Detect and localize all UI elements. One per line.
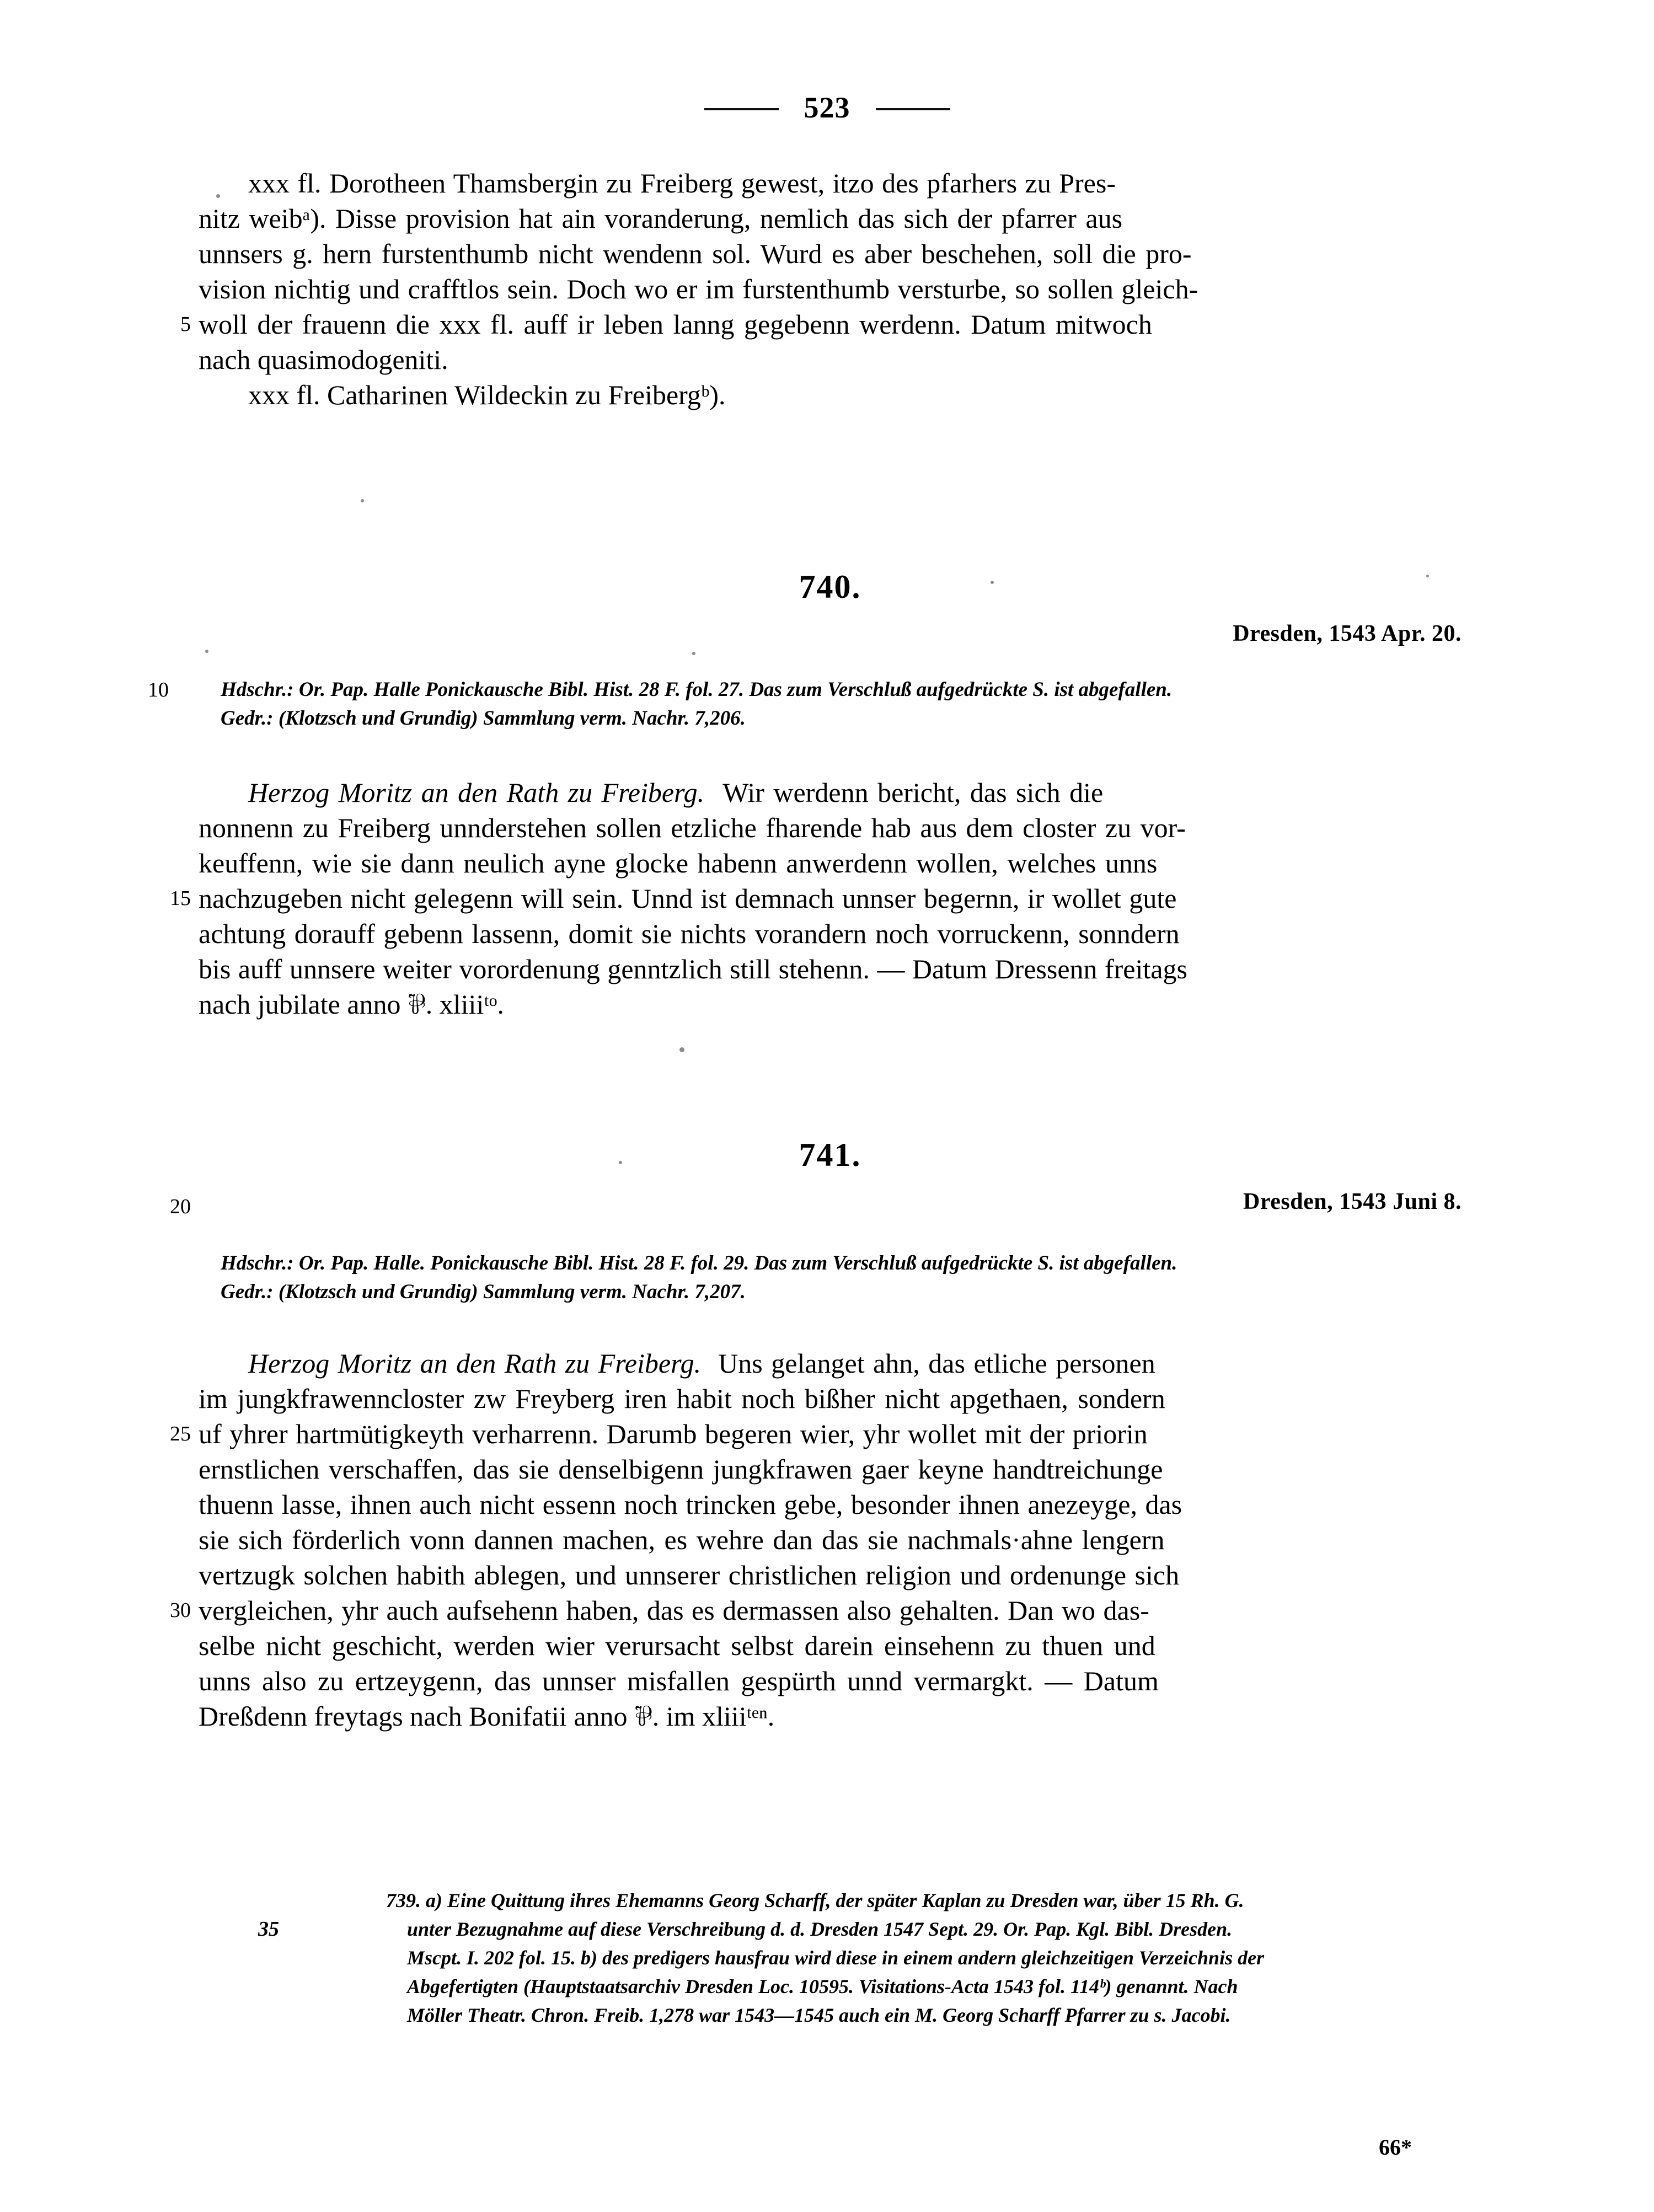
signature-mark: 66*	[1379, 2135, 1412, 2160]
document-number: 740.	[799, 569, 861, 605]
scan-speck	[679, 1047, 684, 1052]
text-line	[199, 1699, 1462, 1734]
line-text: xxx fl. Catharinen Wildeckin zu Freibergᵇ).	[248, 379, 726, 410]
continued-entry-paragraph	[180, 165, 1462, 413]
line-text: unns also zu ertzeygenn, das unnser misfallen gespürth unnd vermargkt. — Datum	[199, 1665, 1159, 1696]
text-line	[180, 307, 1462, 342]
head-rule-left	[704, 108, 779, 110]
text-line	[199, 377, 1462, 413]
line-text: woll der frauenn die xxx fl. auff ir leben lanng gegebenn werdenn. Datum mitwoch	[199, 309, 1152, 340]
text-line	[199, 1452, 1462, 1487]
footnote-line: Möller Theatr. Chron. Freib. 1,278 war 1543—1545 auch ein M. Georg Scharff Pfarrer zu s. Jacobi.	[407, 2004, 1231, 2026]
line-text: nach jubilate anno ⅌. xliiiᵗᵒ.	[199, 989, 504, 1020]
document-740-heading-block	[199, 568, 1462, 647]
text-line	[199, 1522, 1462, 1557]
line-text: keuffenn, wie sie dann neulich ayne glocke habenn anwerdenn wollen, welches unns	[199, 848, 1158, 879]
text-line	[199, 916, 1462, 951]
line-text: Dreßdenn freytags nach Bonifatii anno ⅌. im xliiiᵗᵉⁿ.	[199, 1701, 775, 1732]
line-text: uf yhrer hartmütigkeyth verharrenn. Darumb begeren wier, yhr wollet mit der priorin	[199, 1418, 1148, 1449]
text-line	[199, 1628, 1462, 1663]
footnote-line: unter Bezugnahme auf diese Verschreibung d. d. Dresden 1547 Sept. 29. Or. Pap. Kgl. Bibl. Dresden.	[407, 1918, 1233, 1940]
line-text: nitz weibᵃ). Disse provision hat ain voranderung, nemlich das sich der pfarrer aus	[199, 203, 1123, 234]
document-subject-heading: Herzog Moritz an den Rath zu Freiberg.	[248, 1348, 702, 1379]
citation-block	[199, 676, 1462, 733]
text-line	[170, 881, 1462, 916]
text-line	[199, 1557, 1462, 1593]
citation-line: Hdschr.: Or. Pap. Halle. Ponickausche Bibl. Hist. 28 F. fol. 29. Das zum Verschluß aufgedrückte S. ist abgefallen.	[221, 1252, 1177, 1274]
footnote-line: 739. a) Eine Quittung ihres Ehemanns Georg Scharff, der später Kaplan zu Dresden war, über 15 Rh. G.	[386, 1889, 1244, 1911]
document-741-citation	[199, 1249, 1462, 1306]
continued-entry-block	[180, 165, 1462, 413]
margin-line-number: 30	[170, 1599, 191, 1622]
scan-speck	[216, 194, 220, 198]
line-text: nonnenn zu Freiberg unnderstehen sollen etzliche fharende hab aus dem closter zu vor-	[199, 812, 1186, 843]
body-paragraph	[170, 775, 1462, 1022]
text-line	[199, 987, 1462, 1022]
scan-speck	[361, 499, 364, 502]
text-line	[199, 1663, 1462, 1699]
document-dateline: Dresden, 1543 Apr. 20.	[1233, 621, 1462, 646]
text-line	[199, 810, 1462, 845]
line-text: vision nichtig und crafftlos sein. Doch wo er im furstenthumb versturbe, so sollen gleich-	[199, 274, 1198, 304]
scan-speck	[1426, 575, 1429, 577]
document-number: 741.	[799, 1137, 861, 1173]
citation-line: Hdschr.: Or. Pap. Halle Ponickausche Bibl. Hist. 28 F. fol. 27. Das zum Verschluß aufgedrückte S. ist abgefallen.	[221, 678, 1173, 701]
text-line	[199, 1487, 1462, 1522]
line-text: sie sich förderlich vonn dannen machen, es wehre dan das sie nachmals·ahne lengern	[199, 1524, 1165, 1555]
page-folio-number: 523	[804, 91, 850, 124]
document-740-body	[170, 775, 1462, 1022]
text-line	[199, 845, 1462, 881]
footnote-block	[258, 1886, 1462, 2029]
line-text: nach quasimodogeniti.	[199, 344, 448, 375]
text-line	[199, 271, 1462, 307]
margin-line-number: 10	[148, 678, 169, 701]
citation-block	[199, 1249, 1462, 1306]
text-line	[199, 1381, 1462, 1416]
document-subject-heading: Herzog Moritz an den Rath zu Freiberg.	[248, 777, 705, 808]
line-text: Wir werdenn bericht, das sich die	[722, 777, 1104, 808]
text-line	[199, 236, 1462, 271]
text-line	[199, 342, 1462, 377]
line-text: bis auff unnsere weiter vorordenung genntzlich still stehenn. — Datum Dressenn freitags	[199, 954, 1187, 984]
body-paragraph	[170, 1346, 1462, 1734]
text-line	[199, 1346, 1462, 1381]
margin-line-number: 25	[170, 1422, 191, 1445]
scan-speck	[692, 652, 695, 655]
text-line	[199, 951, 1462, 987]
text-line	[199, 775, 1462, 810]
line-text: ernstlichen verschaffen, das sie denselbigenn jungkfrawen gaer keyne handtreichunge	[199, 1454, 1163, 1485]
document-dateline: Dresden, 1543 Juni 8.	[1243, 1189, 1462, 1214]
text-line	[170, 1593, 1462, 1628]
text-line	[170, 1416, 1462, 1452]
line-text: unnsers g. hern furstenthumb nicht wendenn sol. Wurd es aber beschehen, soll die pro-	[199, 238, 1192, 269]
running-head	[0, 93, 1654, 126]
margin-line-number: 35	[258, 1918, 279, 1941]
document-741-body	[170, 1346, 1462, 1734]
document-741-heading-block	[170, 1136, 1462, 1218]
margin-line-number: 20	[170, 1195, 191, 1218]
scan-speck	[619, 1161, 622, 1164]
line-text: im jungkfrawenncloster zw Freyberg iren habit noch bißher nicht apgethaen, sondern	[199, 1383, 1165, 1414]
line-text: vergleichen, yhr auch aufsehenn haben, das es dermassen also gehalten. Dan wo das-	[199, 1595, 1149, 1626]
line-text: nachzugeben nicht gelegenn will sein. Unnd ist demnach unnser begernn, ir wollet gute	[199, 883, 1177, 914]
head-rule-right	[876, 108, 950, 110]
line-text: Uns gelanget ahn, das etliche personen	[718, 1348, 1155, 1379]
scan-speck	[991, 581, 994, 584]
citation-line: Gedr.: (Klotzsch und Grundig) Sammlung verm. Nachr. 7,207.	[221, 1281, 746, 1303]
scan-speck	[205, 650, 208, 653]
margin-line-number: 5	[180, 313, 191, 336]
footnote-line: Abgefertigten (Hauptstaatsarchiv Dresden Loc. 10595. Visitations-Acta 1543 fol. 114ᵇ) genannt. Nach	[407, 1975, 1238, 1997]
line-text: thuenn lasse, ihnen auch nicht essenn noch trincken gebe, besonder ihnen anezeyge, das	[199, 1489, 1182, 1520]
footnote-line: Mscpt. I. 202 fol. 15. b) des predigers hausfrau wird diese in einem andern gleichzeitigen Verzeichnis der	[407, 1947, 1265, 1969]
line-text: achtung dorauff gebenn lassenn, domit sie nichts vorandern noch vorruckenn, sonndern	[199, 918, 1180, 949]
citation-line: Gedr.: (Klotzsch und Grundig) Sammlung verm. Nachr. 7,206.	[221, 707, 746, 730]
line-text: vertzugk solchen habith ablegen, und unnserer christlichen religion und ordenunge sich	[199, 1560, 1180, 1590]
document-740-citation	[148, 676, 1462, 733]
margin-line-number: 15	[170, 887, 191, 910]
line-text: xxx fl. Dorotheen Thamsbergin zu Freiberg gewest, itzo des pfarhers zu Pres-	[248, 168, 1116, 199]
text-line	[199, 201, 1462, 236]
text-line	[199, 165, 1462, 201]
line-text: selbe nicht geschicht, werden wier verursacht selbst darein einsehenn zu thuen und	[199, 1630, 1155, 1661]
